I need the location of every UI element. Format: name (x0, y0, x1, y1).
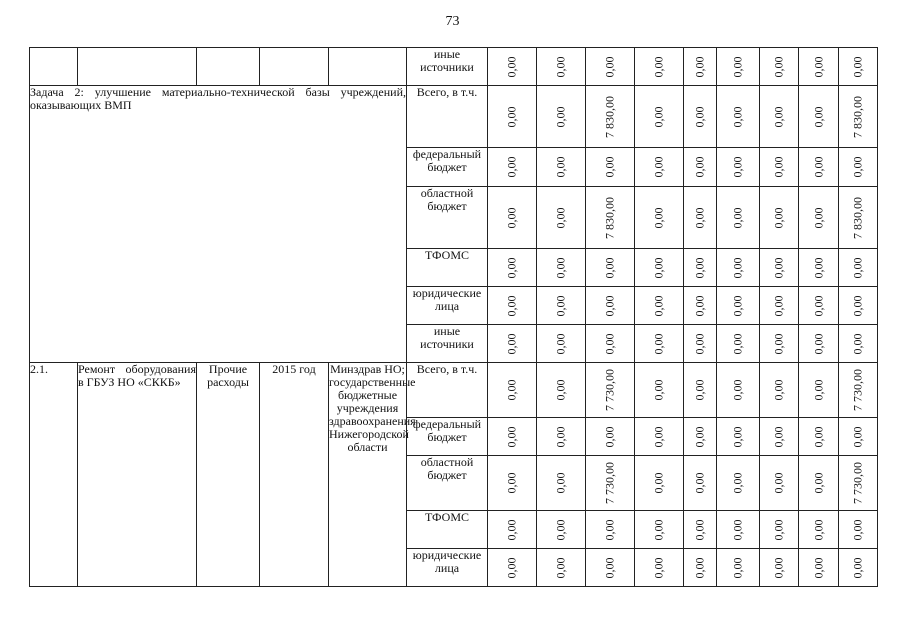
value-cell (760, 418, 799, 456)
empty-cell (260, 48, 329, 86)
value-cell (799, 148, 839, 187)
value-cell (537, 363, 586, 418)
value-cell (586, 148, 635, 187)
value-text: 0,00 (504, 156, 519, 178)
value-cell (586, 549, 635, 587)
value-text: 0,00 (504, 379, 519, 401)
value-cell (717, 549, 760, 587)
value-text: 0,00 (553, 379, 568, 401)
value-text: 0,00 (692, 519, 707, 540)
value-text: 0,00 (504, 207, 519, 228)
value-text: 0,00 (771, 472, 786, 494)
value-cell (839, 86, 878, 148)
value-cell (537, 456, 586, 511)
value-text: 0,00 (651, 333, 666, 354)
value-text: 0,00 (602, 257, 617, 278)
value-cell (717, 148, 760, 187)
value-cell (488, 363, 537, 418)
value-text: 0,00 (771, 257, 786, 278)
item-expense-type: Прочие расходы (197, 363, 260, 587)
task-title: Задача 2: улучшение материально-технической базы учреждений, оказывающих ВМП (30, 86, 407, 363)
value-text: 0,00 (651, 426, 666, 447)
value-text: 0,00 (553, 333, 568, 354)
value-text: 0,00 (504, 257, 519, 278)
value-cell (488, 287, 537, 325)
value-cell (586, 325, 635, 363)
value-cell (635, 363, 684, 418)
value-text: 0,00 (692, 56, 707, 77)
empty-cell (329, 48, 407, 86)
value-cell (839, 187, 878, 249)
value-cell (717, 325, 760, 363)
value-cell (799, 86, 839, 148)
value-text: 0,00 (771, 106, 786, 127)
value-text: 0,00 (651, 106, 666, 127)
value-cell (586, 363, 635, 418)
value-cell (635, 549, 684, 587)
value-text: 0,00 (771, 519, 786, 540)
value-cell (635, 148, 684, 187)
value-cell (635, 456, 684, 511)
value-cell (839, 418, 878, 456)
table-row (30, 363, 878, 418)
value-text: 0,00 (730, 557, 745, 578)
value-text: 0,00 (850, 56, 865, 77)
page-number: 73 (445, 14, 460, 29)
value-cell (537, 148, 586, 187)
value-cell (717, 456, 760, 511)
value-cell (488, 325, 537, 363)
funding-source: областной бюджет (407, 456, 488, 511)
value-text: 0,00 (692, 379, 707, 401)
value-cell (684, 363, 717, 418)
value-text: 0,00 (730, 379, 745, 401)
value-cell (760, 549, 799, 587)
value-text: 0,00 (730, 333, 745, 354)
value-cell (586, 456, 635, 511)
value-text: 0,00 (771, 56, 786, 77)
value-cell (537, 549, 586, 587)
value-cell (799, 48, 839, 86)
table-row (30, 48, 878, 86)
value-text: 0,00 (771, 557, 786, 578)
item-executor: Минздрав НО; государственные бюджетные учреждения здравоохранения Нижегородской области (329, 363, 407, 587)
value-cell (799, 418, 839, 456)
value-cell (717, 48, 760, 86)
value-cell (760, 363, 799, 418)
value-text: 7 730,00 (850, 462, 865, 504)
value-text: 0,00 (553, 56, 568, 77)
value-cell (488, 418, 537, 456)
value-text: 7 830,00 (602, 196, 617, 239)
value-cell (684, 456, 717, 511)
value-cell (635, 418, 684, 456)
value-cell (839, 456, 878, 511)
value-text: 0,00 (602, 426, 617, 447)
value-cell (717, 363, 760, 418)
value-text: 0,00 (553, 207, 568, 228)
value-cell (684, 511, 717, 549)
value-text: 0,00 (811, 156, 825, 178)
value-text: 0,00 (553, 472, 568, 494)
value-text: 0,00 (811, 106, 825, 127)
value-cell (537, 86, 586, 148)
value-cell (684, 148, 717, 187)
funding-source: юридические лица (407, 287, 488, 325)
value-text: 0,00 (553, 156, 568, 178)
value-text: 0,00 (651, 56, 666, 77)
value-text: 0,00 (504, 472, 519, 494)
value-text: 0,00 (692, 207, 707, 228)
value-cell (717, 511, 760, 549)
value-cell (635, 511, 684, 549)
value-text: 0,00 (504, 106, 519, 127)
value-text: 0,00 (553, 106, 568, 127)
value-cell (537, 187, 586, 249)
value-cell (760, 249, 799, 287)
value-cell (537, 325, 586, 363)
value-cell (760, 325, 799, 363)
value-text: 0,00 (850, 557, 865, 578)
value-text: 0,00 (692, 472, 707, 494)
value-cell (760, 511, 799, 549)
value-cell (760, 48, 799, 86)
value-text: 0,00 (602, 557, 617, 578)
value-cell (488, 86, 537, 148)
value-text: 0,00 (602, 295, 617, 316)
value-text: 0,00 (692, 295, 707, 316)
value-text: 0,00 (730, 106, 745, 127)
value-text: 7 730,00 (602, 369, 617, 411)
value-text: 0,00 (771, 207, 786, 228)
value-cell (488, 249, 537, 287)
value-cell (635, 187, 684, 249)
item-period: 2015 год (260, 363, 329, 587)
value-cell (586, 48, 635, 86)
value-cell (760, 187, 799, 249)
value-cell (684, 418, 717, 456)
value-cell (537, 287, 586, 325)
value-text: 0,00 (602, 156, 617, 178)
value-cell (586, 187, 635, 249)
value-text: 0,00 (811, 557, 825, 578)
value-text: 0,00 (730, 472, 745, 494)
funding-source: федеральный бюджет (407, 148, 488, 187)
item-number: 2.1. (30, 363, 78, 587)
value-cell (684, 86, 717, 148)
value-cell (760, 456, 799, 511)
value-cell (839, 249, 878, 287)
value-text: 0,00 (730, 156, 745, 178)
value-text: 0,00 (811, 472, 825, 494)
value-text: 0,00 (771, 426, 786, 447)
value-cell (684, 48, 717, 86)
funding-source: ТФОМС (407, 249, 488, 287)
value-cell (799, 249, 839, 287)
value-text: 0,00 (602, 519, 617, 540)
value-cell (684, 287, 717, 325)
value-cell (537, 511, 586, 549)
value-cell (684, 187, 717, 249)
value-cell (799, 363, 839, 418)
value-text: 0,00 (651, 379, 666, 401)
value-text: 0,00 (730, 519, 745, 540)
value-text: 7 830,00 (850, 196, 865, 239)
value-text: 0,00 (504, 426, 519, 447)
value-text: 0,00 (850, 295, 865, 316)
value-cell (839, 148, 878, 187)
value-cell (635, 249, 684, 287)
value-cell (488, 148, 537, 187)
value-text: 0,00 (692, 156, 707, 178)
value-text: 0,00 (811, 207, 825, 228)
value-cell (799, 549, 839, 587)
value-text: 0,00 (553, 295, 568, 316)
value-cell (839, 48, 878, 86)
value-text: 0,00 (504, 519, 519, 540)
value-cell (839, 511, 878, 549)
funding-source: иные источники (407, 48, 488, 86)
value-cell (488, 549, 537, 587)
value-text: 0,00 (692, 333, 707, 354)
value-cell (635, 325, 684, 363)
value-text: 0,00 (692, 106, 707, 127)
value-cell (799, 287, 839, 325)
value-cell (760, 148, 799, 187)
value-text: 0,00 (504, 295, 519, 316)
value-text: 0,00 (850, 156, 865, 178)
funding-source: областной бюджет (407, 187, 488, 249)
value-cell (717, 249, 760, 287)
value-cell (635, 287, 684, 325)
empty-cell (78, 48, 197, 86)
value-text: 0,00 (771, 333, 786, 354)
value-cell (537, 249, 586, 287)
value-text: 0,00 (602, 333, 617, 354)
value-cell (717, 418, 760, 456)
value-text: 0,00 (651, 519, 666, 540)
value-cell (635, 86, 684, 148)
value-cell (488, 48, 537, 86)
value-text: 0,00 (811, 295, 825, 316)
value-cell (537, 48, 586, 86)
value-text: 0,00 (811, 379, 825, 401)
value-cell (635, 48, 684, 86)
value-text: 0,00 (553, 257, 568, 278)
value-text: 0,00 (730, 295, 745, 316)
empty-cell (197, 48, 260, 86)
value-text: 0,00 (553, 557, 568, 578)
value-text: 0,00 (651, 156, 666, 178)
value-cell (684, 549, 717, 587)
value-cell (799, 456, 839, 511)
value-text: 0,00 (651, 207, 666, 228)
value-cell (839, 549, 878, 587)
table-row (30, 86, 878, 148)
value-cell (488, 187, 537, 249)
value-text: 0,00 (850, 426, 865, 447)
value-text: 0,00 (553, 426, 568, 447)
value-cell (717, 187, 760, 249)
value-cell (586, 86, 635, 148)
value-text: 0,00 (850, 519, 865, 540)
value-text: 0,00 (651, 557, 666, 578)
value-text: 0,00 (651, 257, 666, 278)
value-text: 7 730,00 (602, 462, 617, 504)
value-cell (684, 249, 717, 287)
value-cell (760, 86, 799, 148)
value-text: 0,00 (602, 56, 617, 77)
value-text: 0,00 (692, 426, 707, 447)
item-name: Ремонт оборудования в ГБУЗ НО «СККБ» (78, 363, 197, 587)
value-text: 0,00 (771, 379, 786, 401)
value-text: 0,00 (692, 557, 707, 578)
value-text: 0,00 (730, 257, 745, 278)
value-text: 0,00 (850, 333, 865, 354)
value-text: 0,00 (504, 333, 519, 354)
funding-source: ТФОМС (407, 511, 488, 549)
value-cell (488, 511, 537, 549)
value-text: 0,00 (730, 56, 745, 77)
value-text: 0,00 (504, 557, 519, 578)
value-cell (799, 187, 839, 249)
value-text: 7 730,00 (850, 369, 865, 411)
value-text: 0,00 (771, 295, 786, 316)
value-cell (586, 249, 635, 287)
value-cell (799, 511, 839, 549)
value-cell (586, 511, 635, 549)
value-text: 0,00 (771, 156, 786, 178)
value-cell (537, 418, 586, 456)
value-text: 0,00 (651, 472, 666, 494)
funding-source: иные источники (407, 325, 488, 363)
funding-source: Всего, в т.ч. (407, 363, 488, 418)
funding-source: федеральный бюджет (407, 418, 488, 456)
value-cell (717, 86, 760, 148)
value-text: 0,00 (730, 207, 745, 228)
value-text: 0,00 (811, 519, 825, 540)
value-cell (488, 456, 537, 511)
value-text: 0,00 (504, 56, 519, 77)
value-text: 0,00 (811, 426, 825, 447)
value-text: 0,00 (730, 426, 745, 447)
value-cell (839, 363, 878, 418)
value-cell (760, 287, 799, 325)
value-cell (799, 325, 839, 363)
value-text: 0,00 (811, 257, 825, 278)
empty-cell (30, 48, 78, 86)
budget-table (29, 47, 878, 587)
value-text: 7 830,00 (602, 95, 617, 138)
value-text: 0,00 (811, 56, 825, 77)
value-cell (586, 287, 635, 325)
value-text: 0,00 (553, 519, 568, 540)
funding-source: юридические лица (407, 549, 488, 587)
funding-source: Всего, в т.ч. (407, 86, 488, 148)
value-cell (839, 325, 878, 363)
value-cell (586, 418, 635, 456)
value-text: 0,00 (651, 295, 666, 316)
value-text: 0,00 (692, 257, 707, 278)
value-cell (839, 287, 878, 325)
value-cell (717, 287, 760, 325)
value-text: 7 830,00 (850, 95, 865, 138)
value-text: 0,00 (811, 333, 825, 354)
value-text: 0,00 (850, 257, 865, 278)
value-cell (684, 325, 717, 363)
